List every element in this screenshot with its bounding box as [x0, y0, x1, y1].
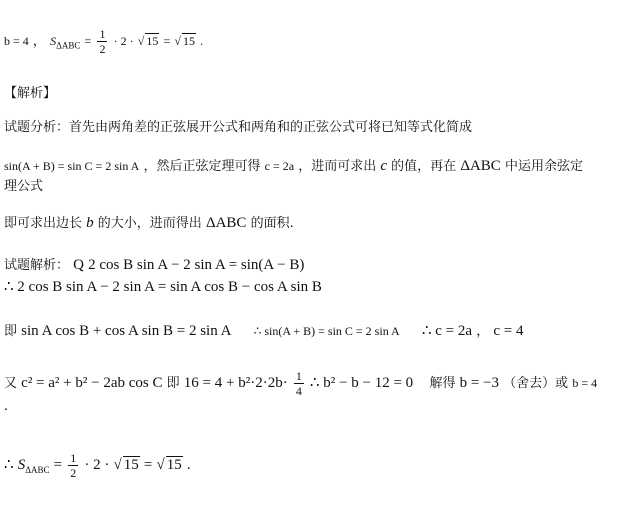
sqrt-result: √ 15	[174, 34, 195, 48]
because-symbol: Q	[73, 257, 84, 273]
text: 即	[4, 324, 18, 339]
solution-line-3	[4, 320, 523, 340]
area-subscript: ΔABC	[25, 465, 50, 475]
variable-c: c	[380, 158, 388, 174]
area-symbol	[50, 34, 81, 51]
top-result-line	[4, 28, 203, 55]
fraction-denominator: 4	[295, 384, 302, 398]
sqrt-result: √ 15	[156, 457, 182, 473]
comma: ，	[476, 324, 490, 339]
comma: ，	[32, 34, 46, 49]
solution-line-4	[4, 370, 597, 397]
text: ，进而可求出	[298, 159, 377, 174]
equals-sign: =	[84, 34, 92, 48]
period-line: .	[4, 398, 8, 414]
equation: ∴ sin(A + B) = sin C = 2 sin A	[253, 324, 400, 338]
analysis-line-2	[4, 155, 583, 175]
fraction-half	[97, 28, 107, 55]
equation: b = 4	[572, 376, 598, 390]
text: 的面积.	[250, 216, 294, 231]
text: 即可求出边长	[4, 216, 83, 231]
sqrt-expression: √ 15	[137, 34, 159, 48]
analysis-line-3: 理公式	[4, 179, 44, 194]
equals-sign: =	[143, 457, 153, 473]
analysis-line-4	[4, 212, 294, 232]
solution-line-2: ∴ 2 cos B sin A − 2 sin A = sin A cos B − cos A sin B	[4, 279, 322, 295]
text: 的大小，进而得出	[97, 216, 202, 231]
fraction-numerator: 1	[99, 27, 106, 41]
therefore-symbol: ∴	[4, 457, 14, 473]
sqrt-radicand: 15	[166, 457, 182, 473]
text: 的值，再在	[391, 159, 457, 174]
solution-line-1	[4, 254, 304, 274]
analysis-text: 试题分析：首先由两角差的正弦展开公式和两角和的正弦公式可将已知等式化简成	[4, 120, 473, 135]
fraction-numerator: 1	[70, 451, 77, 465]
final-result-line	[4, 452, 191, 479]
equation: sin(A + B) = sin C = 2 sin A	[4, 159, 140, 173]
equals-sign: =	[53, 457, 63, 473]
text: 解得	[429, 376, 456, 391]
equation: ∴ b² − b − 12 = 0	[309, 375, 414, 391]
sqrt-expression: √ 15	[113, 457, 139, 473]
equation: b = −3	[459, 375, 500, 391]
text: （舍去）或	[503, 376, 569, 391]
equation: 16 = 4 + b²·2·2b·	[183, 375, 288, 391]
variable-b: b	[86, 215, 94, 231]
period: .	[186, 457, 191, 473]
fraction-denominator: 2	[70, 466, 77, 480]
equation: sin A cos B + cos A sin B = 2 sin A	[21, 323, 232, 339]
triangle-label: ΔABC	[205, 215, 247, 231]
sqrt-radicand: 15	[146, 34, 159, 48]
fraction-quarter	[294, 370, 304, 397]
sqrt-radicand: 15	[123, 457, 139, 473]
equation: ∴ c = 2a	[421, 323, 473, 339]
area-subscript: ΔABC	[56, 40, 81, 51]
equation: 2 cos B sin A − 2 sin A = sin(A − B)	[88, 257, 305, 273]
section-heading: 【解析】	[4, 86, 57, 101]
text: 又	[4, 376, 18, 391]
fraction-half	[68, 452, 78, 479]
equals-sign: =	[163, 34, 171, 48]
fraction-numerator: 1	[295, 369, 302, 383]
sqrt-radicand: 15	[182, 34, 195, 48]
period: .	[200, 34, 204, 48]
b-value: b = 4	[4, 34, 29, 48]
triangle-label: ΔABC	[460, 158, 501, 174]
equation: c = 4	[493, 323, 524, 339]
text: 即	[166, 376, 180, 391]
area-letter: S	[50, 34, 57, 48]
area-symbol	[18, 457, 50, 473]
area-letter: S	[17, 457, 26, 473]
equation: c² = a² + b² − 2ab cos C	[21, 375, 163, 391]
fraction-denominator: 2	[99, 42, 106, 56]
multiplier: · 2 ·	[84, 457, 110, 473]
multiplier: · 2 ·	[113, 34, 134, 48]
solution-label: 试题解析：	[4, 258, 70, 273]
text: 中运用余弦定	[504, 159, 583, 174]
text: ，然后正弦定理可得	[143, 159, 261, 174]
equation: c = 2a	[264, 159, 295, 173]
